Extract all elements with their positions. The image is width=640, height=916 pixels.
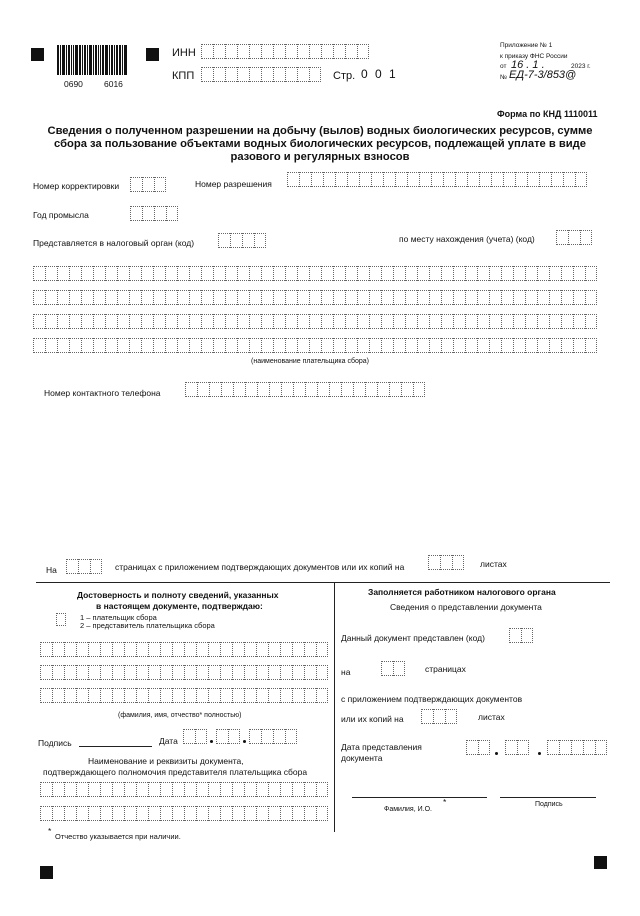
submission-year-input[interactable] — [547, 740, 607, 755]
officer-pages-label: страницах — [425, 664, 466, 674]
sign-date-label: Дата — [159, 736, 178, 746]
confirmer-option-2: 2 – представитель плательщика сбора — [80, 621, 215, 630]
tax-officer-heading: Заполняется работником налогового органа — [368, 587, 556, 597]
date-separator-dot — [495, 752, 498, 755]
appendix-year: 2023 г. — [571, 63, 591, 70]
officer-name-line[interactable] — [352, 797, 487, 798]
appendix-line1: Приложение № 1 — [500, 42, 553, 49]
registration-mark-bottom-left — [40, 866, 53, 879]
location-code-input[interactable] — [556, 230, 592, 245]
inn-input[interactable] — [201, 44, 369, 59]
barcode — [57, 45, 128, 75]
confirmer-option-1: 1 – плательщик сбора — [80, 613, 157, 622]
confirmer-type-input[interactable] — [56, 613, 66, 626]
appendix-from: от — [500, 63, 507, 70]
fishing-year-label: Год промысла — [33, 210, 89, 220]
form-code: Форма по КНД 1110011 — [497, 109, 598, 119]
submission-date-label-2: документа — [341, 753, 383, 763]
sign-date-input[interactable] — [183, 729, 207, 744]
with-docs-label: с приложением подтверждающих документов — [341, 694, 523, 704]
inn-label: ИНН — [172, 47, 196, 59]
section-divider-vertical — [334, 582, 335, 832]
authority-doc-heading-2: подтверждающего полномочия представителя плательщика сбора — [43, 767, 308, 777]
kpp-label: КПП — [172, 70, 195, 82]
signer-name-row-2[interactable] — [40, 665, 328, 680]
sign-month-input[interactable] — [216, 729, 240, 744]
payer-name-row-1[interactable] — [33, 266, 597, 281]
correction-number-input[interactable] — [130, 177, 166, 192]
officer-pages-input[interactable] — [381, 661, 405, 676]
appendix-line2: к приказу ФНС России — [500, 53, 568, 60]
pages-count-input[interactable] — [66, 559, 102, 574]
signature-line[interactable] — [79, 746, 152, 747]
appendix-number-sign: № — [500, 74, 507, 81]
officer-signature-line[interactable] — [500, 797, 596, 798]
correction-number-label: Номер корректировки — [33, 181, 120, 191]
permit-number-input[interactable] — [287, 172, 587, 187]
sheets-label: листах — [480, 559, 507, 569]
officer-sheets-input[interactable] — [421, 709, 457, 724]
form-title: Сведения о полученном разрешении на добычу (вылов) водных биологических ресурсов, сумме сбора за пользование объектами водных биологических ресурсов, подлежащей уплате в виде разового и регулярных взносов — [47, 125, 593, 163]
location-code-label: по месту нахождения (учета) (код) — [399, 234, 535, 244]
appendix-date: 16 . 1 . — [511, 59, 545, 71]
section-divider-horizontal — [36, 582, 610, 583]
tax-authority-label: Представляется в налоговый орган (код) — [33, 238, 195, 248]
authority-doc-heading-1: Наименование и реквизиты документа, — [88, 756, 244, 766]
submission-date-label-1: Дата представления — [341, 742, 422, 752]
date-separator-dot — [538, 752, 541, 755]
signer-name-row-3[interactable] — [40, 688, 328, 703]
signer-name-caption: (фамилия, имя, отчество* полностью) — [118, 712, 242, 719]
kpp-input[interactable] — [201, 67, 321, 82]
authority-doc-row-1[interactable] — [40, 782, 328, 797]
submission-month-input[interactable] — [505, 740, 529, 755]
payer-name-caption: (наименование плательщика сбора) — [251, 358, 369, 365]
page-number: 0 0 1 — [361, 67, 398, 81]
officer-signature-caption: Подпись — [535, 801, 563, 808]
registration-mark-bottom-right — [594, 856, 607, 869]
date-separator-dot — [243, 740, 246, 743]
payer-name-row-3[interactable] — [33, 314, 597, 329]
confirm-heading-2: в настоящем документе, подтверждаю: — [96, 601, 263, 611]
page-label: Стр. — [333, 70, 356, 82]
appendix-order-number: ЕД-7-3/853@ — [509, 69, 577, 81]
copies-label: или их копий на — [341, 714, 404, 724]
officer-sheets-label: листах — [478, 712, 505, 722]
officer-on-label: на — [341, 667, 351, 677]
submission-day-input[interactable] — [466, 740, 490, 755]
registration-mark-top-left — [31, 48, 44, 61]
phone-label: Номер контактного телефона — [44, 388, 161, 398]
submission-info-heading: Сведения о представлении документа — [390, 602, 542, 612]
tax-authority-code-input[interactable] — [218, 233, 266, 248]
sign-year-input[interactable] — [249, 729, 297, 744]
pages-on-label: На — [46, 565, 57, 575]
fishing-year-input[interactable] — [130, 206, 178, 221]
authority-doc-row-2[interactable] — [40, 806, 328, 821]
phone-input[interactable] — [185, 382, 425, 397]
signer-name-row-1[interactable] — [40, 642, 328, 657]
payer-name-row-2[interactable] — [33, 290, 597, 305]
officer-name-asterisk: * — [443, 797, 447, 807]
registration-mark-top-right — [146, 48, 159, 61]
barcode-number-right: 6016 — [104, 79, 123, 89]
date-separator-dot — [210, 740, 213, 743]
payer-name-row-4[interactable] — [33, 338, 597, 353]
patronymic-footnote: Отчество указывается при наличии. — [55, 832, 181, 841]
confirm-heading-1: Достоверность и полноту сведений, указанных — [77, 590, 279, 600]
pages-text: страницах с приложением подтверждающих документов или их копий на — [115, 562, 405, 572]
presented-code-input[interactable] — [509, 628, 533, 643]
presented-code-label: Данный документ представлен (код) — [341, 633, 485, 643]
footnote-asterisk: * — [48, 826, 52, 836]
officer-name-caption: Фамилия, И.О. — [384, 806, 432, 813]
permit-number-label: Номер разрешения — [195, 179, 272, 189]
signature-label: Подпись — [38, 738, 72, 748]
barcode-number-left: 0690 — [64, 79, 83, 89]
sheets-count-input[interactable] — [428, 555, 464, 570]
